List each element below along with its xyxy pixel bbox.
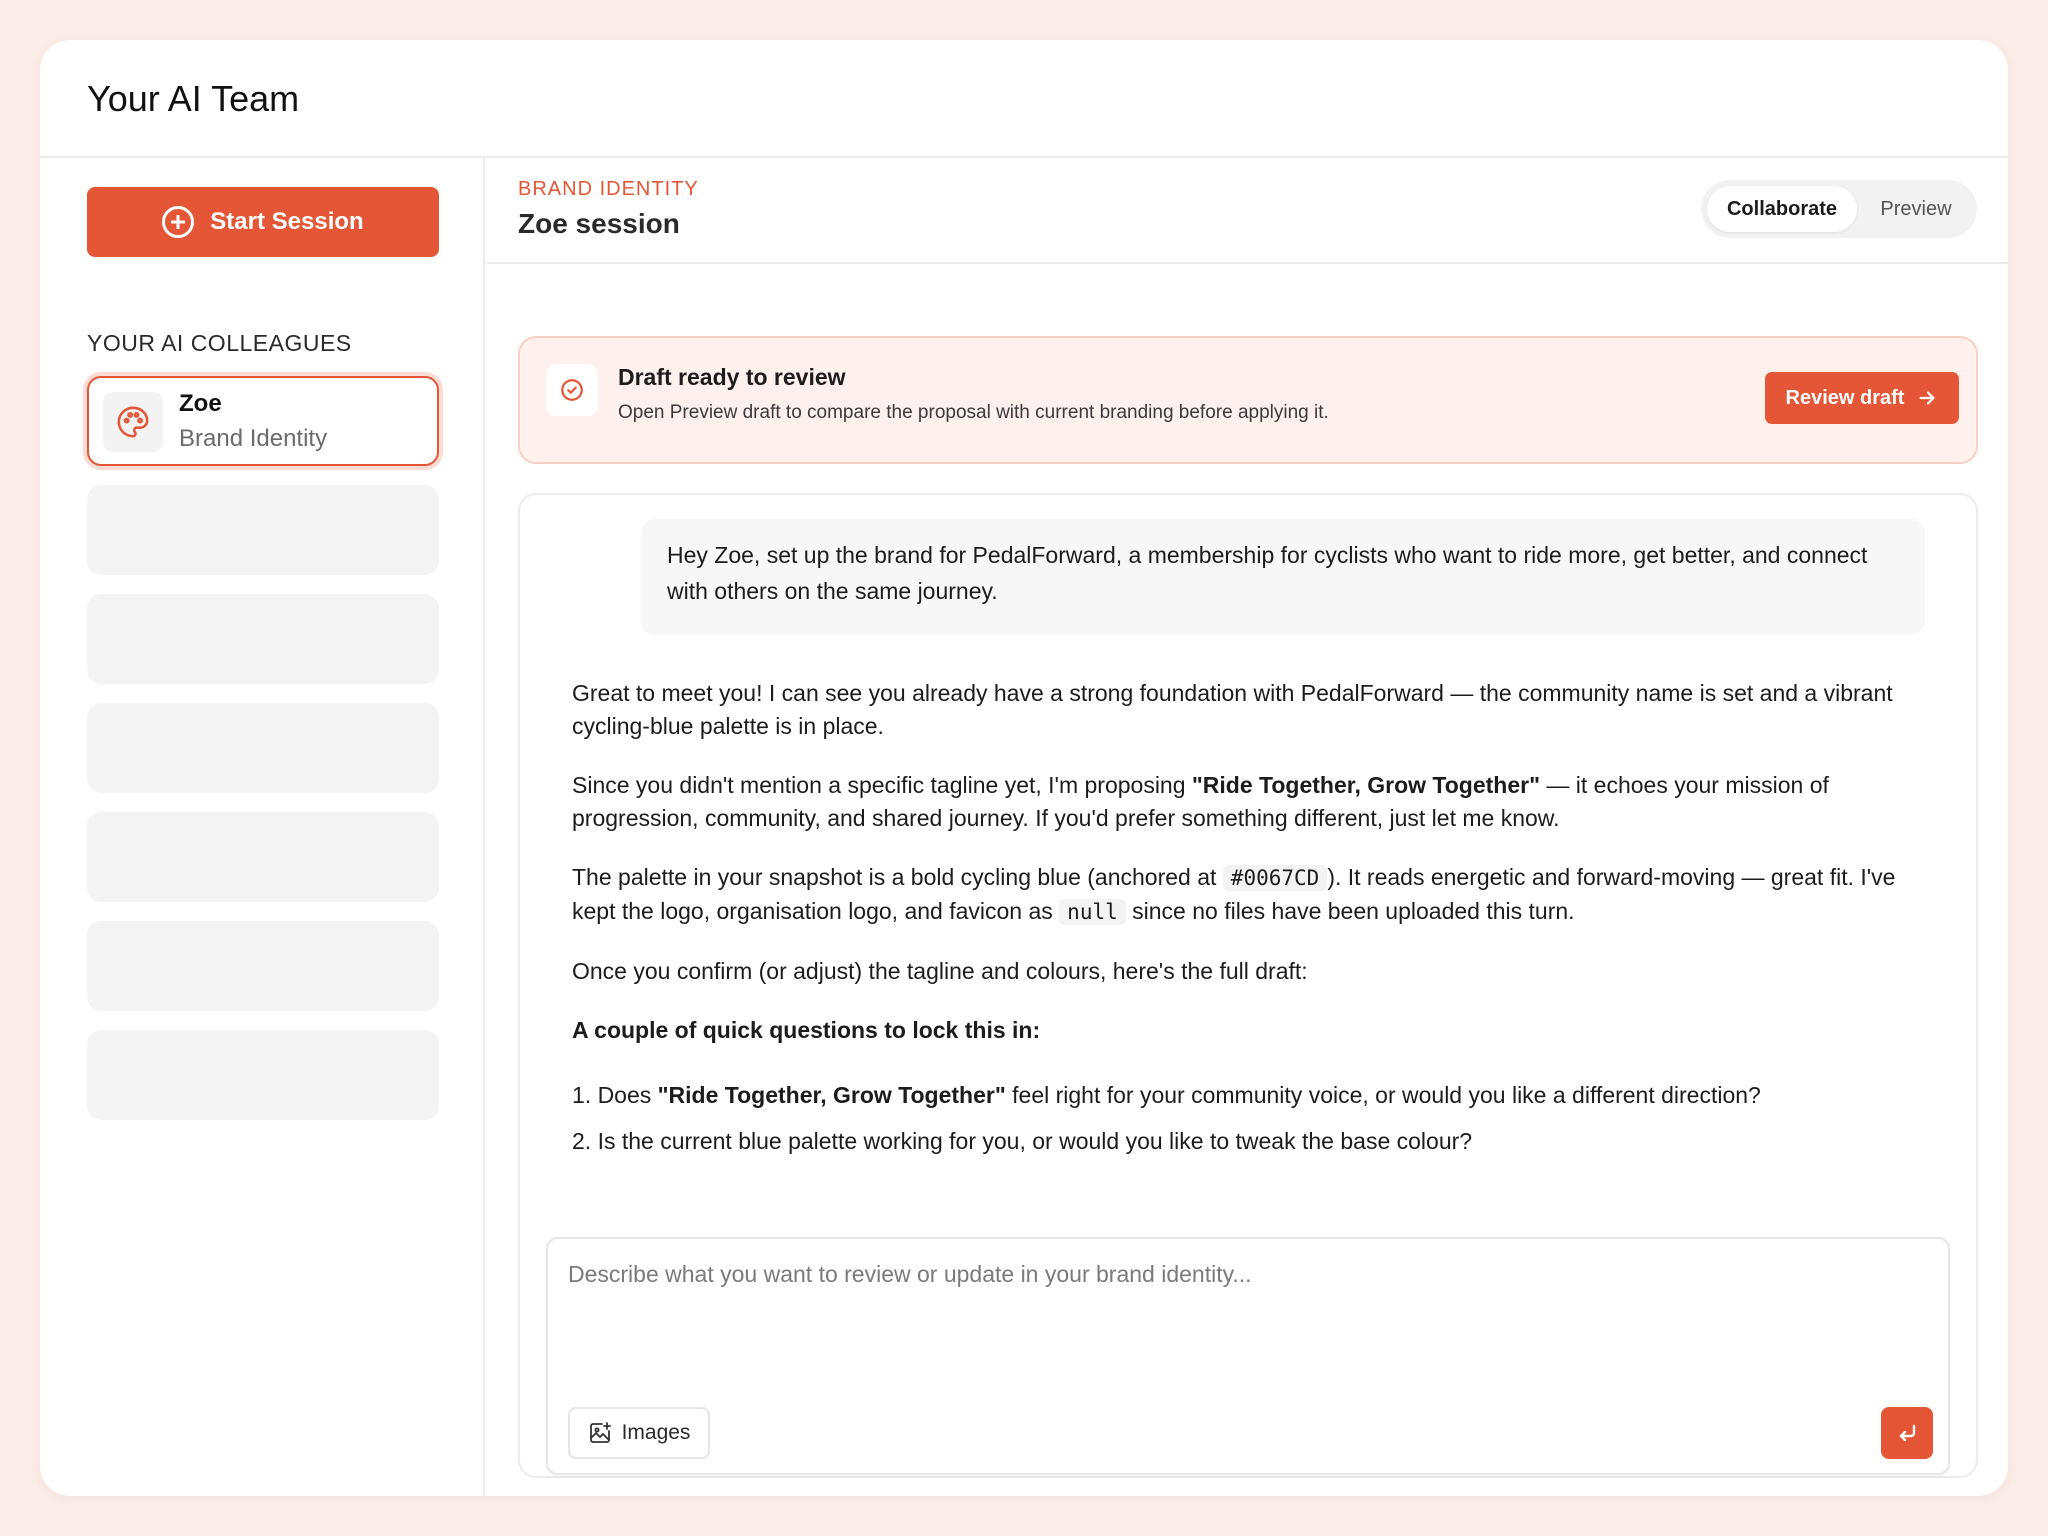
colleague-placeholder: [87, 485, 439, 575]
draft-ready-banner: [518, 336, 1978, 464]
text-span: — it echoes your mission of progression, community, and shared journey. If you'd prefer something different, just let me know.: [572, 772, 1829, 831]
session-category: BRAND IDENTITY: [518, 178, 699, 200]
question-item: [572, 1079, 1932, 1112]
assistant-paragraph: [572, 769, 1932, 835]
message-composer: [546, 1237, 1950, 1475]
view-toggle: [1701, 180, 1977, 238]
colleague-name: Zoe: [179, 390, 222, 417]
start-session-label: Start Session: [210, 208, 364, 235]
question-list: [572, 1079, 1932, 1158]
inline-code: #0067CD: [1223, 865, 1328, 891]
colleague-placeholder: [87, 703, 439, 793]
draft-description: Open Preview draft to compare the proposal with current branding before applying it.: [618, 402, 1329, 423]
start-session-button[interactable]: [87, 187, 439, 257]
app-header: [40, 40, 2008, 158]
send-button[interactable]: [1881, 1407, 1933, 1459]
review-draft-label: Review draft: [1785, 386, 1905, 409]
chat-panel: [518, 493, 1978, 1478]
text-span: ). It reads energetic and forward-moving — great fit. I've kept the logo, organisation logo, and favicon as: [572, 864, 1896, 924]
colleague-placeholder: [87, 1030, 439, 1120]
assistant-paragraph: [572, 861, 1932, 929]
colleagues-heading: YOUR AI COLLEAGUES: [87, 330, 352, 356]
colleague-placeholder: [87, 594, 439, 684]
tab-preview[interactable]: Preview: [1880, 197, 1952, 220]
assistant-paragraph: Great to meet you! I can see you already have a strong foundation with PedalForward — the community name is set and a vibrant cycling-blue palette is in place.: [572, 680, 1893, 739]
colleague-placeholder: [87, 921, 439, 1011]
arrow-right-icon: [1916, 387, 1938, 409]
review-draft-button[interactable]: [1765, 372, 1959, 424]
images-button[interactable]: [568, 1407, 710, 1459]
bold-heading: A couple of quick questions to lock this in:: [572, 1017, 1041, 1043]
colleague-card-zoe[interactable]: [87, 376, 439, 466]
sidebar: [40, 158, 485, 1496]
colleague-role: Brand Identity: [179, 425, 328, 452]
text-span: The palette in your snapshot is a bold cycling blue (anchored at: [572, 864, 1223, 890]
assistant-paragraph: Once you confirm (or adjust) the tagline and colours, here's the full draft:: [572, 958, 1308, 984]
plus-circle-icon: [162, 206, 194, 238]
images-label: Images: [621, 1421, 691, 1444]
session-header: [487, 158, 2008, 264]
tab-collaborate[interactable]: Collaborate: [1707, 186, 1857, 232]
assistant-message: [572, 677, 1932, 1171]
tagline-highlight: "Ride Together, Grow Together": [1191, 772, 1540, 798]
user-message: Hey Zoe, set up the brand for PedalForward, a membership for cyclists who want to ride more, get better, and connect with others on the same journey.: [641, 519, 1925, 635]
text-span: since no files have been uploaded this turn.: [1125, 898, 1575, 924]
inline-code: null: [1059, 899, 1126, 925]
text-span: 1. Does: [572, 1082, 658, 1108]
text-span: feel right for your community voice, or would you like a different direction?: [1005, 1082, 1761, 1108]
enter-icon: [1895, 1421, 1919, 1445]
check-circle-icon: [546, 364, 598, 416]
colleague-placeholder: [87, 812, 439, 902]
app-window: [40, 40, 2008, 1496]
message-input[interactable]: [548, 1239, 1948, 1389]
tagline-highlight: "Ride Together, Grow Together": [657, 1082, 1006, 1108]
draft-title: Draft ready to review: [618, 364, 846, 390]
assistant-questions-heading: [572, 1014, 1932, 1047]
main-panel: [487, 158, 2008, 1496]
question-item: 2. Is the current blue palette working for you, or would you like to tweak the base colour?: [572, 1128, 1473, 1154]
text-span: Since you didn't mention a specific tagline yet, I'm proposing: [572, 772, 1192, 798]
palette-icon: [103, 392, 163, 452]
image-add-icon: [588, 1421, 612, 1445]
app-title: Your AI Team: [87, 78, 300, 119]
session-title: Zoe session: [518, 208, 680, 239]
